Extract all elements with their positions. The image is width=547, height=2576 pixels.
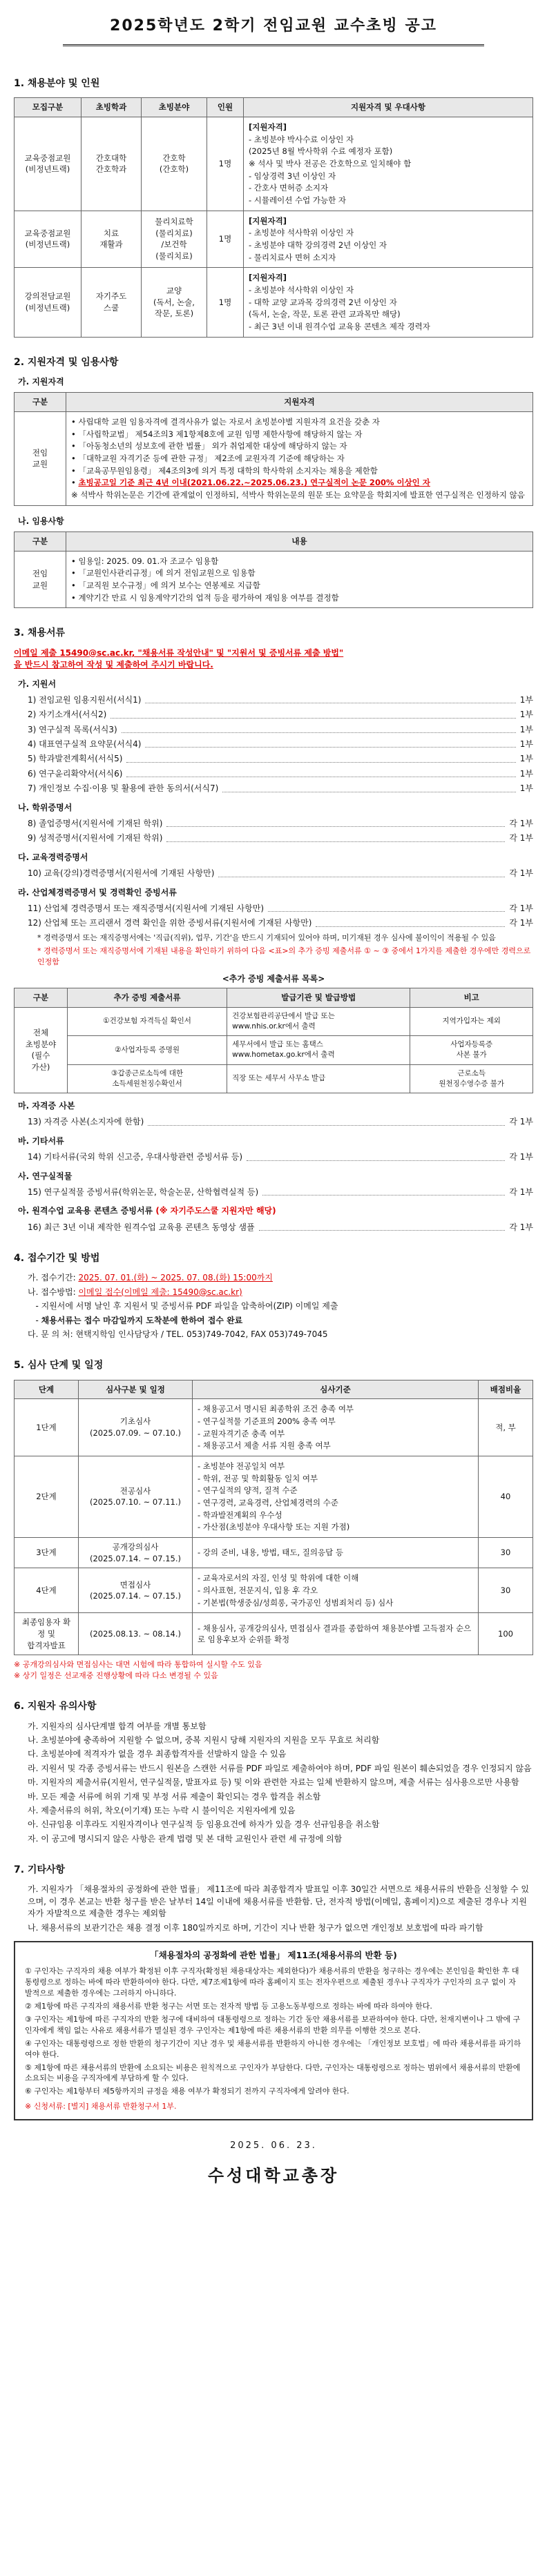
doc-item-dots [218,868,505,877]
extra-docs-doc: ①건강보험 자격득실 확인서 [68,1007,227,1035]
caution-line: 아. 신규임용 이후라도 지원자격이나 연구실적 등 임용요건에 하자가 있을 경우 선규임용을 취소함 [28,1819,380,1830]
law-box [14,1941,533,2120]
doc-subtitle: 사. 연구실적물 [18,1171,73,1181]
doc-item-name: 14) 기타서류(국외 학위 신고증, 우대사항관련 증빙서류 등) [28,1152,243,1162]
recruit-cell-cat: 교육중점교원 (비정년트랙) [15,117,81,211]
document-lists [14,679,533,1234]
doc-item [14,739,533,750]
doc-item [14,1151,533,1163]
schedule-row [15,1613,533,1655]
recruit-cell-num: 1명 [207,268,244,337]
qual-line: - 초빙분야 석사학위 이상인 자 [249,228,354,238]
extra-docs-note: 사업자등록증 사본 불가 [410,1036,533,1064]
extra-docs-header: 발급기관 및 발급방법 [227,988,410,1007]
apply-line-text: 다. 문 의 처: 현택지학임 인사담당자 / TEL. 053)749-7042, FAX 053)749-7045 [28,1329,328,1339]
criteria-line: - 교원자격기준 충족 여부 [198,1428,285,1438]
extra-docs-header: 비고 [410,988,533,1007]
schedule-kind: 전공심사 (2025.07.10. ~ 07.11.) [79,1456,193,1537]
recruit-cell-cat: 교육중점교원 (비정년트랙) [15,211,81,268]
doc-item-dots [122,724,516,733]
schedule-kind: 면접심사 (2025.07.14. ~ 07.15.) [79,1568,193,1613]
doc-item-name: 3) 연구실적 목록(서식3) [28,724,117,734]
req-highlight: 초빙공고일 기준 최근 4년 이내(2021.06.22.~2025.06.23.) 연구실적이 논문 200% 이상인 자 [78,478,430,488]
apply-line-text: 가. 접수기간: [28,1273,79,1283]
recruit-row [15,268,533,337]
schedule-score: 30 [479,1538,533,1568]
recruit-cell-qual [244,211,533,268]
schedule-note: ※ 상기 일정은 선교재중 진행상황에 따라 다소 변경될 수 있음 [14,1671,218,1681]
appt-row-label: 전임 교원 [15,551,66,608]
criteria-line: - 초빙분야 전공일치 여부 [198,1461,285,1471]
recruit-header: 지원자격 및 우대사항 [244,98,533,117]
criteria-line: - 채용심사, 공개강의심사, 면접심사 결과를 종합하여 채용분야별 고득점자 순으로 임용후보자 순위를 확정 [198,1623,472,1645]
law-line: ② 제1항에 따른 구직자의 채용서류 반환 청구는 서면 또는 전자적 방법 등 고용노동부령으로 정하는 바에 따라 하여야 한다. [25,2001,432,2011]
doc-item [14,1116,533,1128]
qual-line: [지원자격] [249,273,287,283]
doc-item-dots [111,709,515,718]
apply-line-bold: 채용서류는 접수 마감일까지 도착분에 한하여 접수 완료 [41,1315,243,1325]
doc-item-count: 각 1부 [509,903,533,913]
doc-subtitle: 나. 학위증명서 [18,802,73,812]
schedule-kind: 공개강의심사 (2025.07.14. ~ 07.15.) [79,1538,193,1568]
extra-docs-table [14,988,533,1093]
doc-item-count: 각 1부 [509,918,533,928]
recruit-cell-dept: 간호대학 간호학과 [81,117,142,211]
doc-item-dots [222,783,516,792]
schedule-note: ※ 공개강의심사와 면접심사는 대면 시험에 따라 통합하여 실시할 수도 있음 [14,1660,262,1670]
qual-line: [지원자격] [249,121,287,132]
criteria-line: - 강의 준비, 내용, 방법, 태도, 질의응답 등 [198,1548,343,1558]
doc-item-count: 1부 [519,694,533,705]
doc-item-name: 4) 대표연구실적 요약문(서식4) [28,739,142,750]
doc-item [14,832,533,844]
doc-item-count: 1부 [519,739,533,750]
doc-subtitle: 가. 지원서 [18,679,57,689]
law-line: ⑥ 구인자는 제1항부터 제5항까지의 규정을 채용 여부가 확정되기 전까지 구직자에게 알려야 한다. [25,2087,349,2096]
appt-line: • 계약기간 만료 시 임용계약기간의 업적 등을 평가하여 재임용 여부를 결정함 [71,592,339,603]
doc-item-dots [262,1187,505,1196]
page-title: 2025학년도 2학기 전임교원 교수초빙 공고 [110,17,437,35]
recruit-row [15,211,533,268]
law-line: ③ 구인자는 제1항에 따른 구직자의 반환 청구에 대비하여 대통령령으로 정하는 기간 동안 채용서류를 보관하여야 한다. 다만, 천재지변이나 그 밖에 구인자에게 책임 없는 사유로 채용서류가 멸실된 경우 구인자는 제1항에 따른 채용서류의 반환 의무를 이행한 것으로 본다. [25,2014,521,2035]
qual-line: (2025년 8월 박사학위 수료 예정자 포함) [249,146,393,157]
schedule-kind: (2025.08.13. ~ 08.14.) [79,1613,193,1655]
recruit-row [15,117,533,211]
extra-docs-row [15,1064,533,1093]
schedule-row [15,1399,533,1456]
doc-item [14,1187,533,1198]
caution-line: 라. 지원서 및 각종 증빙서류는 반드시 원본을 스캔한 서류를 PDF 파일로 제출하여야 하며, PDF 파일 원본이 훼손되었을 경우 인정되지 않음 [28,1763,532,1773]
criteria-line: - 교육자로서의 자질, 인성 및 학위에 대한 이해 [198,1573,359,1583]
qual-req-line: • 초빙공고일 기준 최근 4년 이내(2021.06.22.~2025.06.23.) 연구실적이 논문 200% 이상인 자 [71,478,430,488]
application-items [14,1272,533,1340]
law-line: ① 구인자는 구직자의 채용 여부가 확정된 이후 구직자(확정된 채용대상자는 제외한다)가 채용서류의 반환을 청구하는 경우에는 본인임을 확인한 후 대통령령으로 정하는 바에 따라 반환하여야 한다. 다만, 제7조제1항에 따라 홈페이지 또는 전자우편으로 제출된 경우나 구직자가 구인자의 요구 없이 자발적으로 제출한 경우에는 그러하지 아니하다. [25,1967,519,1998]
extra-docs-issuer: 건강보험관리공단에서 발급 또는 www.nhis.or.kr에서 출력 [227,1007,410,1035]
doc-item-dots [126,768,515,777]
criteria-line: - 채용공고서 명시된 최종학위 조건 충족 여부 [198,1404,354,1414]
doc-item-count: 각 1부 [509,833,533,843]
recruit-table [14,97,533,337]
email-notice-line1: 이메일 제출 15490@sc.ac.kr, "채용서류 작성안내" 및 "지원서 및 증빙서류 제출 방법" [14,647,344,658]
doc-subtitle: 마. 자격증 사본 [18,1100,75,1111]
apply-line-text: - [28,1315,41,1325]
law-box-foot: ※ 신청서류: [별지] 채용서류 반환청구서 1부. [25,2102,177,2111]
doc-item-dots [166,832,505,841]
doc-item [14,917,533,929]
doc-item-count: 각 1부 [509,819,533,829]
recruit-cell-qual [244,268,533,337]
schedule-row [15,1538,533,1568]
appt-header-cat: 구분 [15,532,66,552]
schedule-notes [14,1659,533,1681]
section-2-heading: 2. 지원자격 및 임용사항 [14,356,119,368]
schedule-step: 최종임용자 확정 및 합격자발표 [15,1613,79,1655]
schedule-criteria [193,1538,479,1568]
law-box-title: 「채용절차의 공정화에 관한 법률」 제11조(채용서류의 반환 등) [150,1949,397,1960]
doc-item-name: 9) 성적증명서(지원서에 기재된 학위) [28,833,163,843]
schedule-score: 40 [479,1456,533,1537]
appt-items [66,551,533,608]
criteria-line: - 연구실적물 기준표의 200% 충족 여부 [198,1416,336,1426]
qual-req-line: • 「교육공무원임용령」 제4조의3에 의거 특정 대학의 학사학위 소지자는 채용을 제한함 [71,465,378,476]
caution-line: 마. 지원자의 제출서류(지원서, 연구실적물, 발표자료 등) 및 이와 관련한 자료는 일체 반환하지 않으며, 제출 서류는 심사용으로만 사용함 [28,1777,519,1788]
criteria-line: - 기본법(학생중심/성희롱, 국가공인 성범죄처리 등) 심사 [198,1597,394,1608]
qual-line: - 초빙분야 박사수료 이상인 자 [249,134,354,144]
doc-subtitle: 바. 기타서류 [18,1135,64,1146]
doc-item-name: 10) 교육(강의)경력증명서(지원서에 기재된 사항만) [28,868,215,879]
doc-item-dots [145,694,515,703]
doc-item-count: 각 1부 [509,868,533,879]
appt-line: • 「교원인사관리규정」에 의거 전임교원으로 임용함 [71,568,256,578]
caution-line: 가. 지원자의 심사단계별 합격 여부를 개별 통보함 [28,1721,207,1731]
section-5-heading: 5. 심사 단계 및 일정 [14,1360,104,1372]
recruit-header: 모집구분 [15,98,81,117]
doc-subtitle-text: 아. 원격수업 교육용 콘텐츠 증빙서류 [18,1206,153,1216]
criteria-line: - 연구경력, 교육경력, 산업체경력의 수준 [198,1497,338,1507]
doc-item-name: 13) 자격증 사본(소지자에 한함) [28,1117,144,1127]
doc-item-name: 2) 자기소개서(서식2) [28,710,107,720]
recruit-header: 초빙학과 [81,98,142,117]
schedule-row [15,1456,533,1537]
schedule-header: 단계 [15,1380,79,1399]
doc-item [14,783,533,794]
qual-line: - 시뮬레이션 수업 가능한 자 [249,195,346,205]
caution-line: 사. 제출서류의 허위, 착오(이기재) 또는 누락 시 불이익은 지원자에게 있음 [28,1805,296,1815]
criteria-line: - 의사표현, 전문지식, 입용 후 각오 [198,1585,318,1596]
doc-subtitle [18,1205,533,1217]
doc-item-name: 1) 전임교원 임용지원서(서식1) [28,694,142,705]
doc-item [14,753,533,765]
doc-item-name: 8) 졸업증명서(지원서에 기재된 학위) [28,819,163,829]
doc-item-name: 16) 최근 3년 이내 제작한 원격수업 교육용 콘텐츠 동영상 샘플 [28,1222,255,1232]
doc-item-count: 1부 [519,724,533,734]
extra-docs-row [15,1036,533,1064]
doc-item-dots [166,818,505,827]
apply-line [28,1300,533,1312]
doc-item-name: 12) 산업체 또는 프리랜서 경력 확인을 위한 증빙서류(지원서에 기재된 사항만) [28,918,312,928]
caution-line: 바. 모든 제출 서류에 허위 기재 및 부정 서류 제출이 확인되는 경우 합격을 취소함 [28,1791,321,1802]
recruit-cell-dept: 치료 재활과 [81,211,142,268]
doc-item [14,1222,533,1233]
schedule-score: 적, 부 [479,1399,533,1456]
schedule-score: 100 [479,1613,533,1655]
schedule-step: 4단계 [15,1568,79,1613]
doc-item-count: 1부 [519,754,533,764]
doc-item [14,694,533,706]
doc-item [14,818,533,830]
extra-docs-note: 근로소득 원천징수영수증 불가 [410,1064,533,1093]
qual-req-line: • 「아동청소년의 성보호에 관한 법률」 외가 취업제한 대상에 해당하지 않는 자 [71,441,347,451]
doc-item-dots [126,753,515,762]
extra-docs-row [15,1007,533,1035]
qual-line: - 임상경력 3년 이상인 자 [249,170,336,181]
apply-line [28,1287,533,1298]
qualification-table [14,392,533,505]
apply-line-text: 나. 접수방법: [28,1287,79,1297]
qual-row-label: 전임 교원 [15,411,66,505]
extra-docs-caption: <추가 증빙 제출서류 목록> [222,973,325,984]
qual-line: - 대학 교양 교과목 강의경력 2년 이상인 자 [249,297,397,307]
schedule-row [15,1568,533,1613]
university-president-sign: 수성대학교총장 [207,2166,340,2186]
schedule-criteria [193,1613,479,1655]
doc-subtitle: 라. 산업체경력증명서 및 경력확인 증빙서류 [18,887,177,897]
schedule-criteria [193,1568,479,1613]
qual-line: ※ 석사 및 박사 전공은 간호학으로 일치해야 함 [249,158,412,168]
recruit-cell-field: 교양 (독서, 논술, 작문, 토론) [142,268,207,337]
doc-note: * 경력증명서 또는 재직증명서에는 '직급(직위), 업무, 기간'을 반드시 기재되어 있어야 하며, 미기재된 경우 심사에 불이익이 적용될 수 있음 [37,933,496,942]
qual-req-line: ※ 석박사 학위논문은 기간에 관계없이 인정하되, 석박사 학위논문의 원문 또는 요약문을 학회지에 발표한 연구실적은 인정하지 않음 [71,490,525,500]
caution-line: 자. 이 공고에 명시되지 않은 사항은 관계 법령 및 본 대학 교원인사 관련 세 규정에 의함 [28,1833,343,1844]
doc-item-count: 1부 [519,768,533,779]
appt-header-content: 내용 [66,532,533,552]
extra-docs-doc: ③갑종근로소득에 대한 소득세원천징수확인서 [68,1064,227,1093]
extra-docs-header: 추가 증빙 제출서류 [68,988,227,1007]
doc-subtitle-note: (※ 자기주도스쿨 지원자만 해당) [153,1206,276,1216]
extra-docs-doc: ②사업자등록 증명원 [68,1036,227,1064]
doc-subtitle: 다. 교육경력증명서 [18,852,88,862]
doc-item [14,768,533,780]
doc-item-dots [148,1116,505,1125]
schedule-header: 심사구분 및 일정 [79,1380,193,1399]
etc-items [14,1884,533,1934]
apply-line-text: - 지원서에 서명 날인 후 지원서 및 증빙서류 PDF 파일을 압축하여(ZIP) 이메일 제출 [28,1301,338,1311]
criteria-line: - 연구실적의 양적, 질적 수준 [198,1485,298,1496]
section-3-heading: 3. 채용서류 [14,627,66,639]
recruit-cell-field: 간호학 (간호학) [142,117,207,211]
qual-req-line: • 「대학교원 자격기준 등에 관한 규정」 제2조에 교원자격 기준에 해당하는 자 [71,453,345,463]
extra-docs-header: 구분 [15,988,68,1007]
doc-item-dots [316,917,505,926]
section-2a-title: 가. 지원자격 [18,376,64,387]
recruit-header: 초빙분야 [142,98,207,117]
doc-item-name: 15) 연구실적물 증빙서류(학위논문, 학술논문, 산학협력실적 등) [28,1187,259,1197]
recruit-cell-field: 물리치료학 (물리치료) /보건학 (물리치료) [142,211,207,268]
recruit-header: 인원 [207,98,244,117]
schedule-header: 심사기준 [193,1380,479,1399]
apply-line [28,1272,533,1284]
apply-line-highlight: 2025. 07. 01.(화) ~ 2025. 07. 08.(화) 15:00까지 [78,1273,273,1283]
doc-item-dots [268,903,505,912]
doc-item-name: 7) 개인정보 수집·이용 및 활용에 관한 동의서(서식7) [28,783,219,794]
doc-item-count: 각 1부 [509,1222,533,1232]
qual-line: - 초빙분야 대학 강의경력 2년 이상인 자 [249,240,387,250]
qual-req-line: • 「사립학교법」 제54조의3 제1항제8호에 교원 임명 제한사항에 해당하지 않는 자 [71,429,363,439]
section-6-heading: 6. 지원자 유의사항 [14,1701,97,1713]
email-notice-line2: 을 반드시 참고하여 작성 및 제출하여 주시기 바랍니다. [14,660,213,670]
recruit-cell-dept: 자기주도 스쿨 [81,268,142,337]
appointment-table [14,531,533,608]
schedule-criteria [193,1399,479,1456]
appt-line: • 「교직원 보수규정」에 의거 보수는 연봉제로 지급함 [71,580,260,591]
doc-item [14,903,533,915]
section-7-heading: 7. 기타사항 [14,1864,66,1876]
schedule-step: 1단계 [15,1399,79,1456]
qual-line: - 간호사 면허증 소지자 [249,183,329,193]
schedule-step: 2단계 [15,1456,79,1537]
section-1-heading: 1. 채용분야 및 인원 [14,77,100,89]
doc-item [14,709,533,721]
doc-item-dots [247,1151,505,1160]
doc-item-dots [259,1222,506,1231]
extra-docs-rowlabel: 전체 초빙분야 (필수 가산) [15,1007,68,1093]
law-line: ④ 구인자는 대통령령으로 정한 반환의 청구기간이 지난 경우 및 채용서류를 반환하지 아니한 경우에는 「개인정보 보호법」에 따라 채용서류를 파기하여야 한다. [25,2038,521,2059]
extra-docs-issuer: 직장 또는 세무서 사무소 발급 [227,1064,410,1093]
criteria-line: - 학위, 전공 및 학회활동 일치 여부 [198,1473,318,1483]
doc-item [14,724,533,736]
qual-line: [지원자격] [249,215,287,226]
apply-line [28,1329,533,1340]
recruit-cell-qual [244,117,533,211]
section-2b-title: 나. 임용사항 [18,516,64,526]
doc-item-name: 5) 학과발전계획서(서식5) [28,754,123,764]
doc-item-name: 6) 연구윤리확약서(서식6) [28,768,123,779]
appt-line: • 임용일: 2025. 09. 01.자 조교수 임용함 [71,556,219,566]
apply-line [28,1315,533,1327]
law-box-items [25,1966,522,2097]
doc-note: * 경력증명서 또는 재직증명서에 기재된 내용을 확인하기 위하여 다음 <표>의 추가 증빙 제출서류 ① ~ ③ 중에서 1가지를 제출한 경우에만 경력으로 인정함 [37,946,531,966]
caution-line: 나. 초빙분야에 충족하여 지원할 수 없으며, 중복 지원시 당해 지원자의 지원을 모두 무효로 처리함 [28,1735,380,1745]
doc-item-count: 각 1부 [509,1117,533,1127]
schedule-score: 30 [479,1568,533,1613]
doc-item-count: 각 1부 [509,1187,533,1197]
qual-line: (독서, 논술, 작문, 토론 관련 교과목만 해당) [249,309,401,320]
recruit-cell-num: 1명 [207,211,244,268]
qual-header-cat: 구분 [15,393,66,412]
qual-items [66,411,533,505]
schedule-header: 배점비율 [479,1380,533,1399]
criteria-line: - 가산점(초빙분야 우대사항 또는 지원 가점) [198,1522,350,1532]
doc-item-count: 1부 [519,710,533,720]
qual-header-content: 지원자격 [66,393,533,412]
section-4-heading: 4. 접수기간 및 방법 [14,1253,100,1265]
apply-line-highlight: 이메일 접수(이메일 제출: 15490@sc.ac.kr) [78,1287,242,1297]
recruit-cell-cat: 강의전담교원 (비정년트랙) [15,268,81,337]
qual-req-line: • 사립대학 교원 임용자격에 결격사유가 없는 자로서 초빙분야별 지원자격 요건을 갖춘 자 [71,416,380,427]
notice-content [0,46,547,2188]
etc-line: 나. 채용서류의 보관기간은 채용 결정 이후 180일까지로 하며, 기간이 지나 반환 청구가 없으면 개인정보 보호법에 따라 파기함 [28,1922,483,1933]
law-line: ⑤ 제1항에 따른 채용서류의 반환에 소요되는 비용은 원칙적으로 구인자가 부담한다. 다만, 구인자는 대통령령으로 정하는 범위에서 채용서류의 반환에 소요되는 비용을 구직자에게 부담하게 할 수 있다. [25,2062,521,2083]
schedule-kind: 기초심사 (2025.07.09. ~ 07.10.) [79,1399,193,1456]
doc-item-count: 1부 [519,783,533,794]
doc-item-dots [145,739,515,748]
doc-item-count: 각 1부 [509,1152,533,1162]
schedule-criteria [193,1456,479,1537]
qual-line: - 물리치료사 면허 소지자 [249,252,336,262]
doc-item [14,868,533,879]
recruit-cell-num: 1명 [207,117,244,211]
criteria-line: - 채용공고서 제출 서류 지원 충족 여부 [198,1441,331,1451]
doc-item-name: 11) 산업체 경력증명서 또는 재직증명서(지원서에 기재된 사항만) [28,903,265,913]
criteria-line: - 학과발전계획의 우수성 [198,1510,282,1520]
qual-line: - 초빙분야 석사학위 이상인 자 [249,284,354,295]
notice-date: 2025. 06. 23. [230,2140,317,2151]
extra-docs-issuer: 세무서에서 발급 또는 홈택스 www.hometax.go.kr에서 출력 [227,1036,410,1064]
etc-line: 가. 지원자가 「채용절차의 공정화에 관한 법률」 제11조에 따라 최종합격자 발표일 이후 30일간 서면으로 채용서류의 반환을 신청할 수 있으며, 이 경우 본교는 반환 청구를 받은 날부터 14일 이내에 채용서류를 반환함. 단, 전자적 방법(이메일, 홈페이지)으로 제출된 경우나 지원자가 자발적으로 제출한 경우는 제외함 [28,1884,529,1919]
caution-items [14,1721,533,1846]
extra-docs-note: 지역가입자는 제외 [410,1007,533,1035]
extra-docs-header-row [15,988,533,1007]
caution-line: 다. 초빙분야에 적격자가 없을 경우 최종합격자를 선발하지 않을 수 있음 [28,1749,287,1759]
schedule-table [14,1380,533,1656]
qual-line: - 최근 3년 이내 원격수업 교육용 콘텐츠 제작 경력자 [249,321,430,331]
schedule-step: 3단계 [15,1538,79,1568]
